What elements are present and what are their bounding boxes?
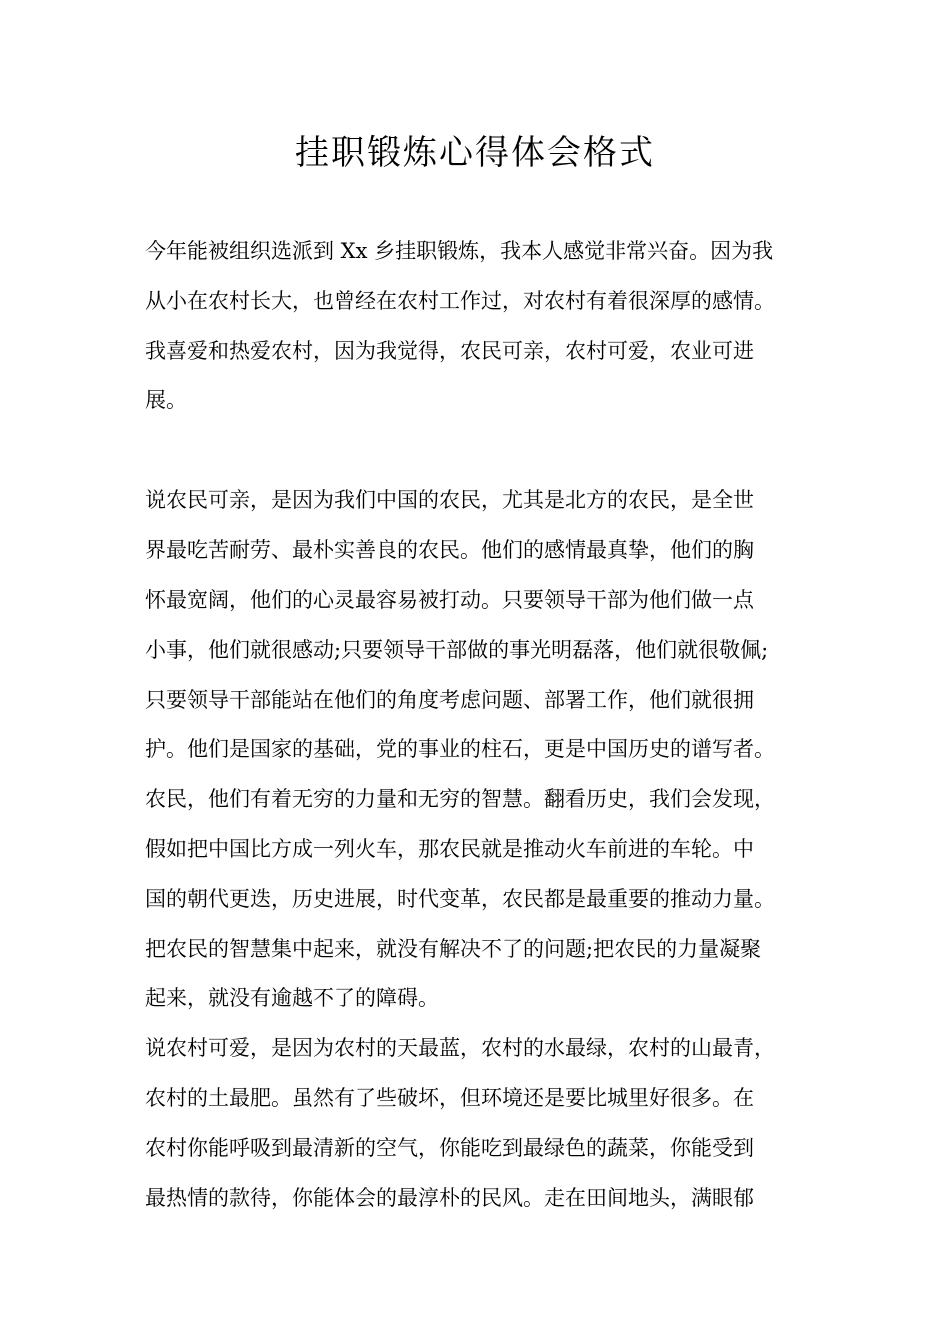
text-line: 国的朝代更迭，历史进展，时代变革，农民都是最重要的推动力量。: [145, 887, 775, 911]
text-line: 我喜爱和热爱农村，因为我觉得，农民可亲，农村可爱，农业可进: [145, 339, 754, 363]
text-line: 护。他们是国家的基础，党的事业的柱石，更是中国历史的谱写者。: [145, 737, 775, 761]
text-line: 从小在农村长大，也曾经在农村工作过，对农村有着很深厚的感情。: [145, 289, 775, 313]
text-line: 农村你能呼吸到最清新的空气，你能吃到最绿色的蔬菜，你能受到: [145, 1136, 754, 1160]
text-line: 最热情的款待，你能体会的最淳朴的民风。走在田间地头，满眼郁: [145, 1186, 754, 1210]
text-line: 把农民的智慧集中起来，就没有解决不了的问题;把农民的力量凝聚: [145, 937, 762, 961]
text-line: 今年能被组织选派到 Xx 乡挂职锻炼，我本人感觉非常兴奋。因为我: [145, 239, 774, 263]
text-line: 展。: [145, 388, 187, 412]
text-line: 界最吃苦耐劳、最朴实善良的农民。他们的感情最真挚，他们的胸: [145, 538, 754, 562]
text-line: 农村的土最肥。虽然有了些破坏，但环境还是要比城里好很多。在: [145, 1086, 754, 1110]
text-line: 说农民可亲，是因为我们中国的农民，尤其是北方的农民，是全世: [145, 488, 754, 512]
text-line: 起来，就没有逾越不了的障碍。: [145, 986, 439, 1010]
text-line: 只要领导干部能站在他们的角度考虑问题、部署工作，他们就很拥: [145, 688, 754, 712]
document-title: 挂职锻炼心得体会格式: [295, 133, 655, 173]
text-line: 假如把中国比方成一列火车，那农民就是推动火车前进的车轮。中: [145, 837, 754, 861]
text-line: 怀最宽阔，他们的心灵最容易被打动。只要领导干部为他们做一点: [145, 588, 754, 612]
text-line: 农民，他们有着无穷的力量和无穷的智慧。翻看历史，我们会发现，: [145, 787, 775, 811]
text-line: 说农村可爱，是因为农村的天最蓝，农村的水最绿，农村的山最青，: [145, 1036, 775, 1060]
text-line: 小事，他们就很感动;只要领导干部做的事光明磊落，他们就很敬佩;: [145, 638, 769, 662]
